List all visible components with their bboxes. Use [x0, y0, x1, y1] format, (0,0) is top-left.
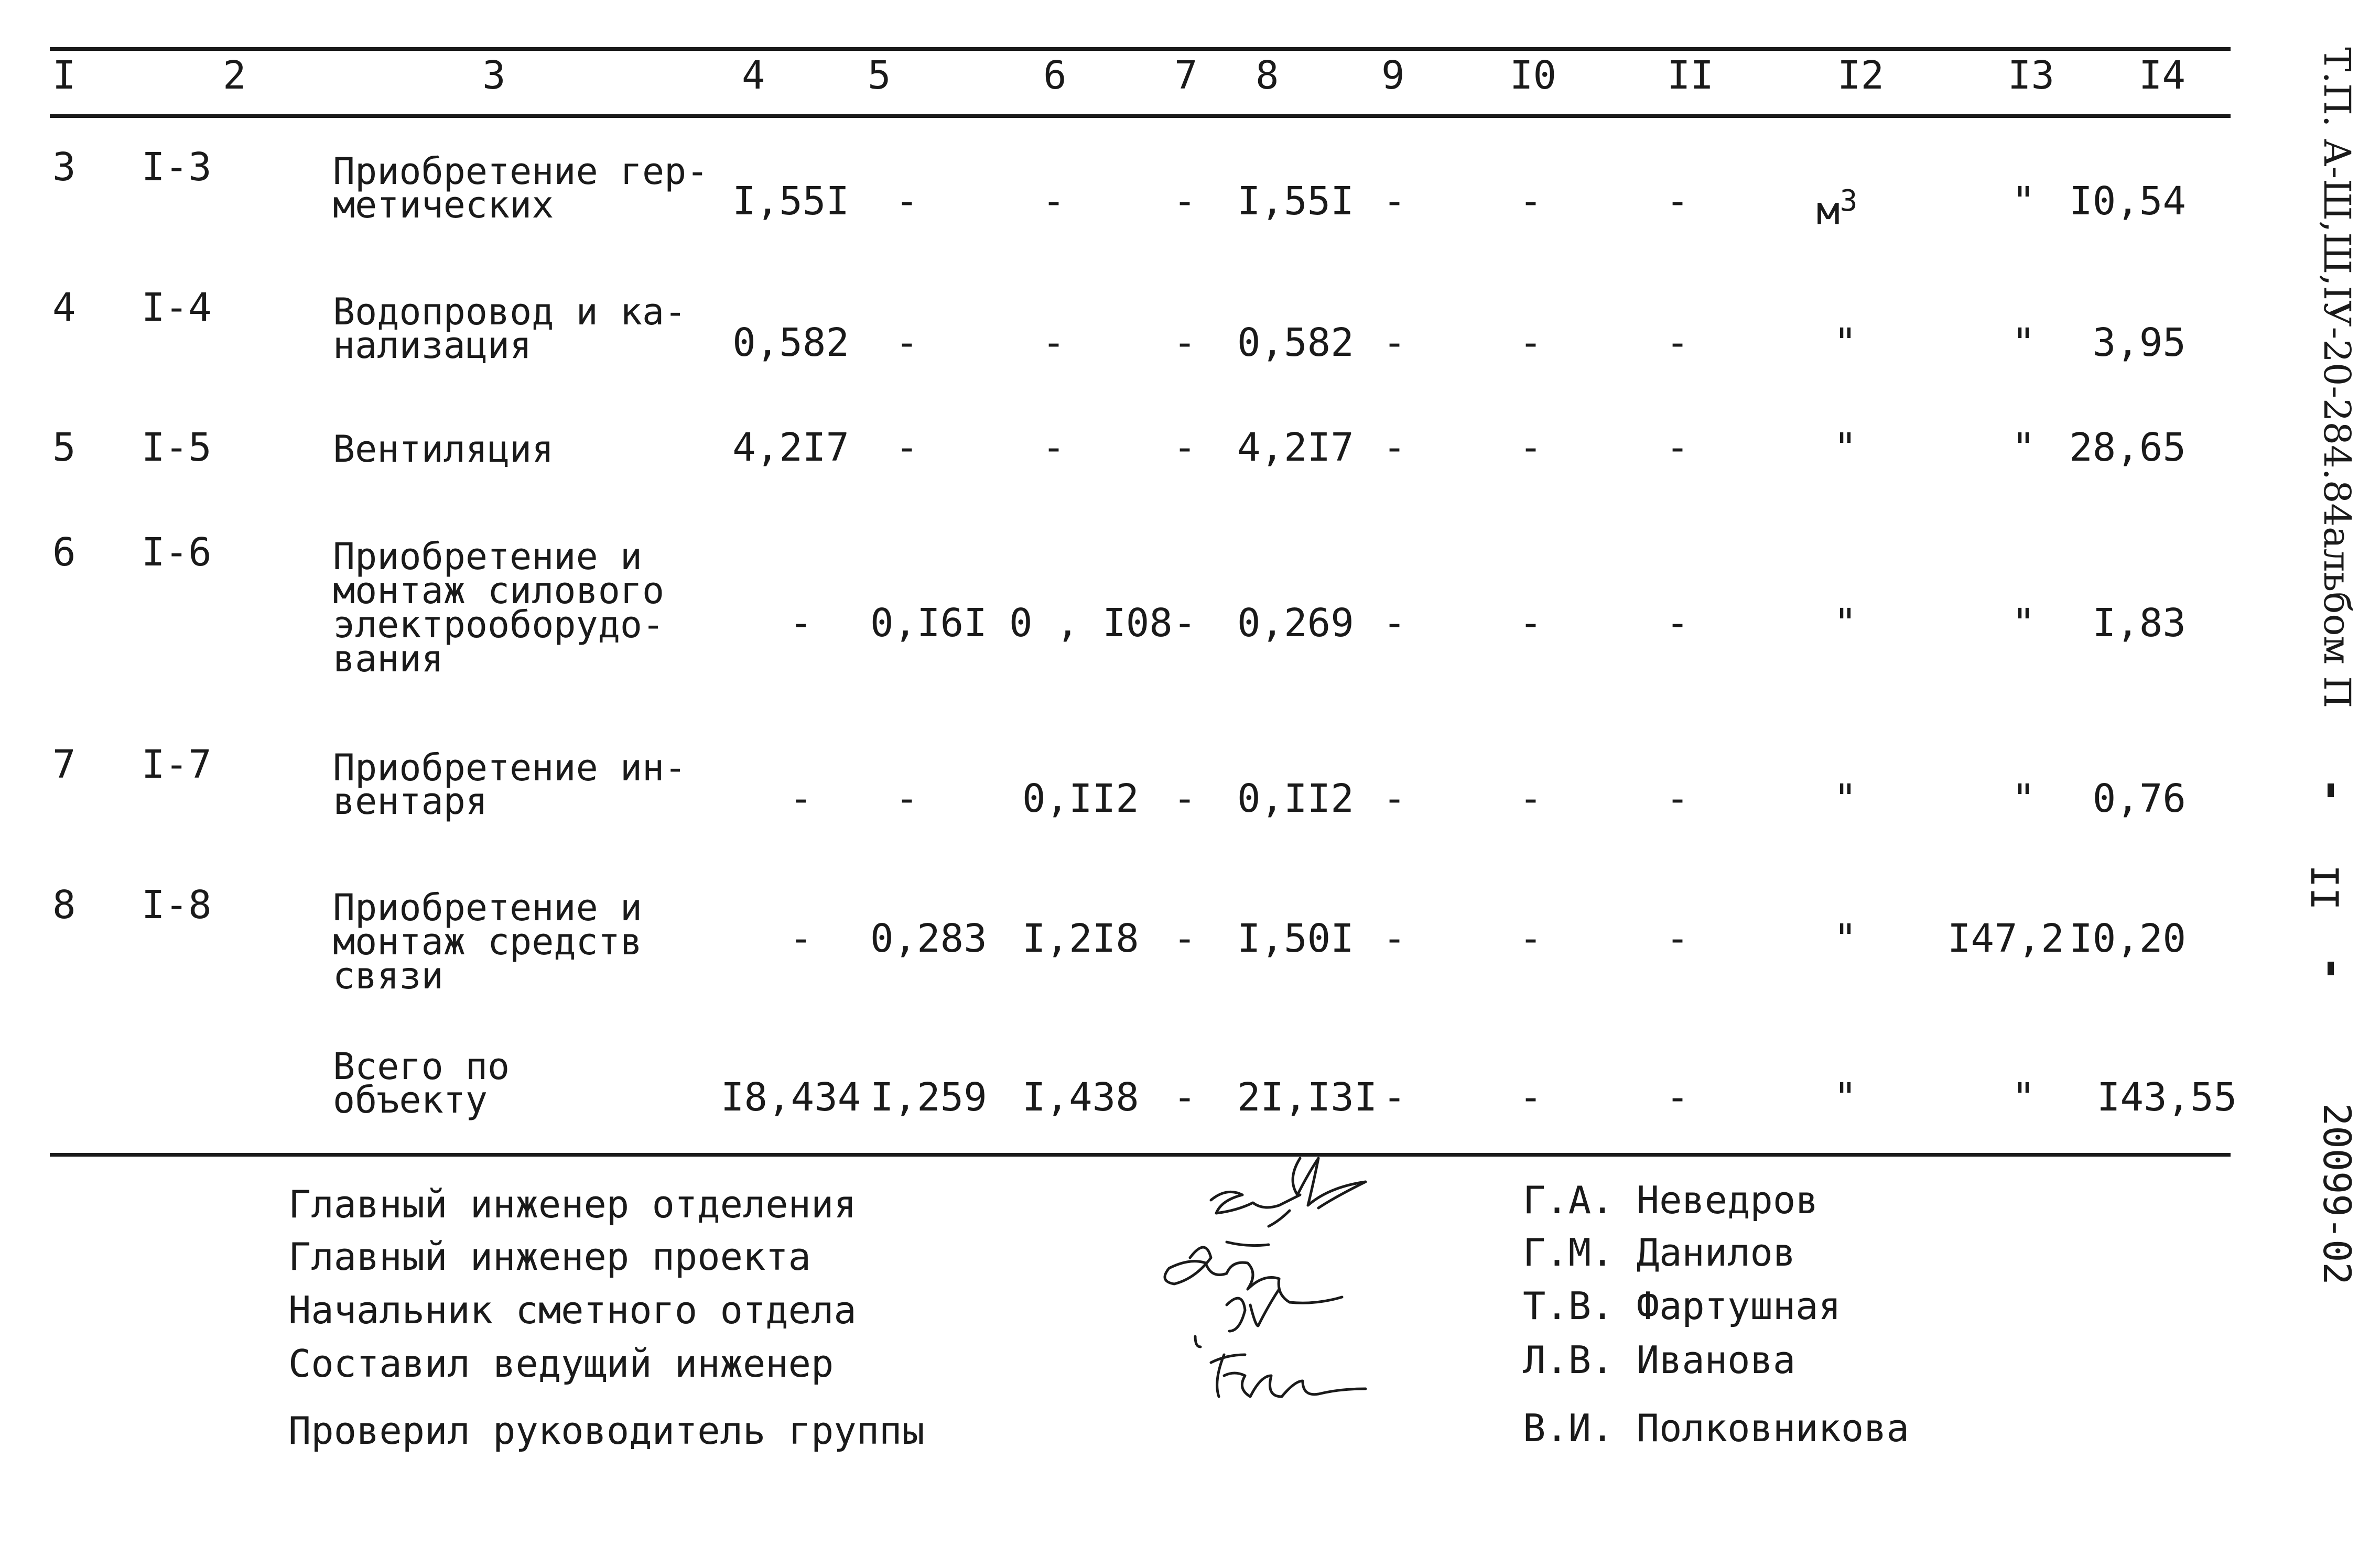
signer-name: Т.В. Фартушная — [1523, 1284, 1841, 1328]
cell-col9: - — [1382, 425, 1406, 470]
cell-col12: " — [1833, 1075, 1857, 1120]
cell-col8: 0,582 — [1237, 320, 1354, 365]
cell-col4: - — [789, 601, 813, 646]
cell-col13: " — [2011, 179, 2036, 224]
signer-title: Начальник сметного отдела — [288, 1288, 857, 1332]
cell-col5: - — [895, 320, 919, 365]
row-desc-line: связи — [333, 954, 443, 997]
cell-col9: - — [1382, 1075, 1406, 1120]
cell-col8: 2I,I3I — [1237, 1075, 1378, 1120]
cell-col9: - — [1382, 320, 1406, 365]
header-col-8: 8 — [1256, 53, 1279, 98]
row-desc-line: Вентиляция — [333, 428, 554, 471]
cell-col11: - — [1665, 601, 1690, 646]
row-desc-line: вания — [333, 637, 443, 680]
row-code: I-4 — [142, 285, 212, 330]
header-col-7: 7 — [1174, 53, 1198, 98]
signer-name: Г.А. Неведров — [1523, 1178, 1819, 1222]
cell-col4: I,55I — [732, 179, 849, 224]
header-col-14: I4 — [2139, 53, 2186, 98]
cell-col12-unit — [1816, 181, 1857, 232]
top-rule — [50, 47, 2231, 51]
header-col-3: 3 — [482, 53, 506, 98]
row-number: 4 — [52, 285, 76, 330]
header-col-12: I2 — [1837, 53, 1885, 98]
row-number: 6 — [52, 530, 76, 575]
handwritten-signatures — [1090, 1142, 1415, 1467]
cell-col5: I,259 — [870, 1075, 987, 1120]
row-desc-line: Всего по — [333, 1045, 510, 1088]
cell-col11: - — [1665, 916, 1690, 961]
header-col-1: I — [52, 53, 76, 98]
header-col-11: II — [1667, 53, 1714, 98]
cell-col10: - — [1519, 320, 1543, 365]
row-number: 3 — [52, 145, 76, 190]
row-desc-line: вентаря — [333, 780, 488, 823]
cell-col7: - — [1173, 320, 1197, 365]
row-code: I-6 — [142, 530, 212, 575]
row-desc-line: Приобретение и — [333, 535, 643, 578]
cell-col6: - — [1042, 425, 1066, 470]
cell-col5: - — [895, 776, 919, 821]
cell-col7: - — [1173, 179, 1197, 224]
cell-col10: - — [1519, 776, 1543, 821]
row-code: I-8 — [142, 883, 212, 928]
signer-title: Главный инженер отделения — [288, 1182, 857, 1226]
row-desc-line: монтаж силового — [333, 569, 665, 612]
cell-col13: " — [2011, 425, 2036, 470]
cell-col6: - — [1042, 179, 1066, 224]
cell-col11: - — [1665, 425, 1690, 470]
header-col-10: I0 — [1510, 53, 1557, 98]
separator-dash — [2328, 783, 2334, 797]
row-code: I-5 — [142, 425, 212, 470]
cell-col9: - — [1382, 179, 1406, 224]
cell-col12: " — [1833, 776, 1857, 821]
row-code: I-7 — [142, 742, 212, 787]
cell-col7: - — [1173, 425, 1197, 470]
row-desc-line: Приобретение гер- — [333, 150, 709, 193]
cell-col14: I,83 — [2092, 601, 2186, 646]
cell-col10: - — [1519, 425, 1543, 470]
cell-col5: - — [895, 179, 919, 224]
cell-col6: I,438 — [1022, 1075, 1139, 1120]
cell-col13: " — [2011, 320, 2036, 365]
archive-number: 20099-02 — [2315, 1103, 2359, 1285]
cell-col11: - — [1665, 1075, 1690, 1120]
signer-title: Составил ведущий инженер — [288, 1342, 834, 1386]
cell-col8: 4,2I7 — [1237, 425, 1354, 470]
cell-col4: 4,2I7 — [732, 425, 849, 470]
header-col-13: I3 — [2008, 53, 2055, 98]
cell-col14: I43,55 — [2097, 1075, 2237, 1120]
row-desc-line: объекту — [333, 1079, 488, 1121]
cell-col5: - — [895, 425, 919, 470]
cell-col6: 0,II2 — [1022, 776, 1139, 821]
row-number: 7 — [52, 742, 76, 787]
cell-col8: 0,269 — [1237, 601, 1354, 646]
cell-col9: - — [1382, 776, 1406, 821]
cell-col10: - — [1519, 179, 1543, 224]
cell-col7: - — [1173, 916, 1197, 961]
row-code: I-3 — [142, 145, 212, 190]
page-number: II — [2302, 865, 2346, 910]
row-number: 8 — [52, 883, 76, 928]
cell-col12: " — [1833, 601, 1857, 646]
row-desc-line: метических — [333, 183, 554, 226]
cell-col7: - — [1173, 1075, 1197, 1120]
cell-col10: - — [1519, 1075, 1543, 1120]
row-desc-line: электрооборудо- — [333, 603, 665, 646]
cell-col10: - — [1519, 916, 1543, 961]
cell-col4: - — [789, 916, 813, 961]
signer-title: Проверил руководитель группы — [288, 1409, 925, 1453]
row-desc-line: Приобретение и — [333, 886, 643, 929]
cell-col12: " — [1833, 916, 1857, 961]
cell-col8: I,55I — [1237, 179, 1354, 224]
header-rule — [50, 114, 2231, 118]
row-desc-line: Водопровод и ка- — [333, 290, 687, 333]
unit-superscript: 3 — [1839, 184, 1858, 218]
cell-col9: - — [1382, 601, 1406, 646]
cell-col4: 0,582 — [732, 320, 849, 365]
cell-col8: I,50I — [1237, 916, 1354, 961]
header-col-5: 5 — [868, 53, 891, 98]
cell-col14: 3,95 — [2092, 320, 2186, 365]
header-col-6: 6 — [1043, 53, 1067, 98]
cell-col11: - — [1665, 179, 1690, 224]
cell-col4: I8,434 — [721, 1075, 861, 1120]
signer-name: Г.М. Данилов — [1523, 1231, 1796, 1275]
row-number: 5 — [52, 425, 76, 470]
cell-col12: " — [1833, 425, 1857, 470]
cell-col4: - — [789, 776, 813, 821]
header-col-9: 9 — [1381, 53, 1405, 98]
unit-text: м — [1816, 188, 1840, 234]
cell-col13: " — [2011, 1075, 2036, 1120]
cell-col14: I0,54 — [2069, 179, 2186, 224]
cell-col10: - — [1519, 601, 1543, 646]
signer-title: Главный инженер проекта — [288, 1235, 811, 1279]
cell-col14: I0,20 — [2069, 916, 2186, 961]
cell-col13: " — [2011, 776, 2036, 821]
cell-col5: 0,I6I — [870, 601, 987, 646]
row-desc-line: Приобретение ин- — [333, 746, 687, 789]
cell-col5: 0,283 — [870, 916, 987, 961]
signer-name: В.И. Полковникова — [1523, 1406, 1909, 1450]
row-desc-line: монтаж средств — [333, 920, 643, 963]
cell-col14: 28,65 — [2069, 425, 2186, 470]
signer-name: Л.В. Иванова — [1523, 1338, 1796, 1382]
separator-dash — [2328, 962, 2334, 975]
header-col-4: 4 — [742, 53, 765, 98]
cell-col7: - — [1173, 776, 1197, 821]
cell-col13: I47,2 — [1947, 916, 2064, 961]
header-col-2: 2 — [223, 53, 246, 98]
cell-col6: I,2I8 — [1022, 916, 1139, 961]
cell-col13: " — [2011, 601, 2036, 646]
cell-col6: 0 , I08 — [1009, 601, 1173, 646]
document-reference: Т.П. А-Ш,Ш,IУ-20-284.84альбом П — [2315, 47, 2358, 709]
cell-col7: - — [1173, 601, 1197, 646]
cell-col14: 0,76 — [2092, 776, 2186, 821]
cell-col12: " — [1833, 320, 1857, 365]
cell-col6: - — [1042, 320, 1066, 365]
cell-col11: - — [1665, 320, 1690, 365]
row-desc-line: нализация — [333, 324, 532, 367]
cell-col8: 0,II2 — [1237, 776, 1354, 821]
cell-col11: - — [1665, 776, 1690, 821]
cell-col9: - — [1382, 916, 1406, 961]
